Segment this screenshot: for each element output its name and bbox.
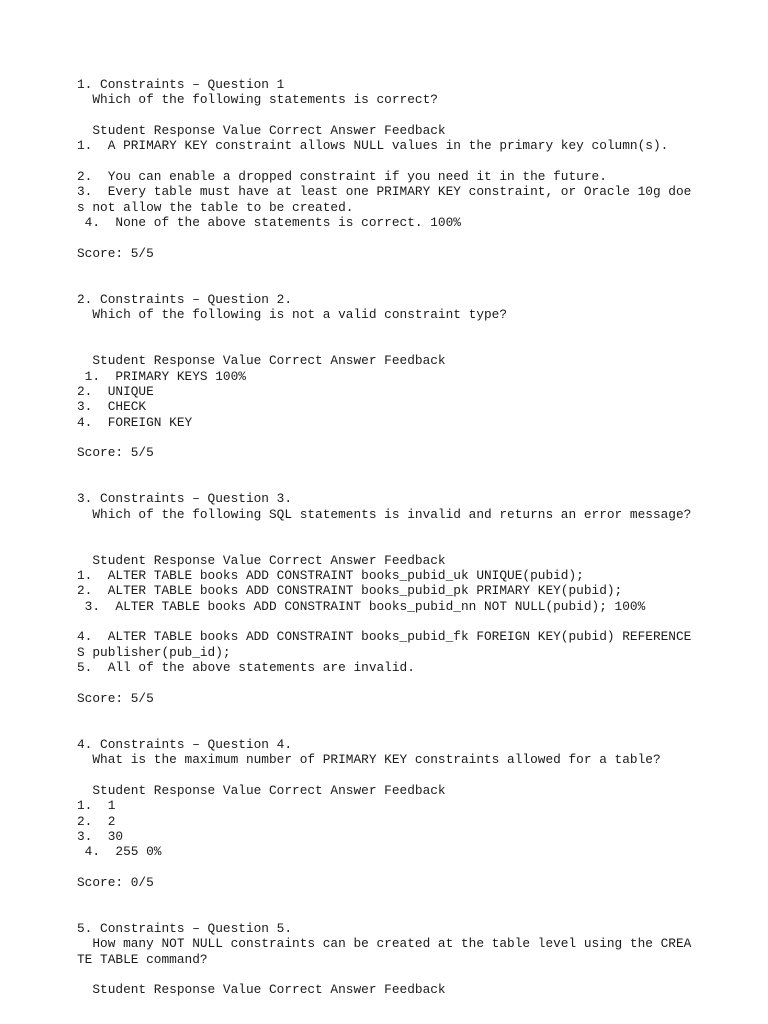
- document-line: [77, 430, 768, 445]
- document-line: Score: 5/5: [77, 445, 154, 461]
- document-line: 5. Constraints – Question 5.: [77, 920, 293, 936]
- document-line: [77, 154, 768, 169]
- document-line: [77, 890, 768, 905]
- document-line: Which of the following statements is correct?: [77, 92, 438, 108]
- document-line: [77, 261, 768, 276]
- document-line: [77, 338, 768, 353]
- document-line: 5. All of the above statements are invalid.: [77, 660, 415, 676]
- document-line: [77, 967, 768, 982]
- document-line: Score: 0/5: [77, 874, 154, 890]
- document-line: TE TABLE command?: [77, 951, 208, 967]
- document-line: What is the maximum number of PRIMARY KEY constraints allowed for a table?: [77, 752, 661, 768]
- document-line: [77, 706, 768, 721]
- document-line: 3. CHECK: [77, 399, 147, 415]
- document-line: Which of the following is not a valid constraint type?: [77, 307, 508, 323]
- document-line: [77, 767, 768, 782]
- document-line: [77, 276, 768, 291]
- document-line: 4. ALTER TABLE books ADD CONSTRAINT books_pubid_fk FOREIGN KEY(pubid) REFERENCE: [77, 629, 692, 645]
- document-line: 3. 30: [77, 828, 124, 844]
- document-line: Student Response Value Correct Answer Feedback: [77, 353, 446, 369]
- document-line: [77, 108, 768, 123]
- document-line: Student Response Value Correct Answer Feedback: [77, 123, 446, 139]
- document-line: Student Response Value Correct Answer Feedback: [77, 982, 446, 998]
- document-line: 2. 2: [77, 813, 116, 829]
- document-line: s not allow the table to be created.: [77, 199, 354, 215]
- document-line: [77, 230, 768, 245]
- document-line: 1. 1: [77, 798, 116, 814]
- document-line: [77, 721, 768, 736]
- document-line: 1. PRIMARY KEYS 100%: [77, 368, 246, 384]
- document-line: 2. ALTER TABLE books ADD CONSTRAINT books_pubid_pk PRIMARY KEY(pubid);: [77, 583, 623, 599]
- document-line: Which of the following SQL statements is invalid and returns an error message?: [77, 506, 692, 522]
- document-line: Score: 5/5: [77, 690, 154, 706]
- document-line: 1. Constraints – Question 1: [77, 77, 285, 92]
- document-line: 1. ALTER TABLE books ADD CONSTRAINT books_pubid_uk UNIQUE(pubid);: [77, 568, 584, 583]
- document-line: [77, 323, 768, 338]
- document-line: 4. Constraints – Question 4.: [77, 736, 293, 752]
- document-line: 3. ALTER TABLE books ADD CONSTRAINT books_pubid_nn NOT NULL(pubid); 100%: [77, 598, 646, 614]
- document-line: [77, 537, 768, 552]
- document-line: 1. A PRIMARY KEY constraint allows NULL values in the primary key column(s).: [77, 138, 669, 154]
- document-line: [77, 522, 768, 537]
- document-line: 4. None of the above statements is correct. 100%: [77, 215, 461, 231]
- document-line: [77, 461, 768, 476]
- document-line: Score: 5/5: [77, 245, 154, 261]
- document-line: Student Response Value Correct Answer Feedback: [77, 552, 446, 568]
- document-line: Student Response Value Correct Answer Feedback: [77, 782, 446, 798]
- document-line: [77, 614, 768, 629]
- document-line: [77, 906, 768, 921]
- document-line: How many NOT NULL constraints can be created at the table level using the CREA: [77, 936, 692, 952]
- document-line: [77, 675, 768, 690]
- document-line: 3. Constraints – Question 3.: [77, 491, 293, 507]
- document-line: S publisher(pub_id);: [77, 644, 231, 660]
- document-line: 4. 255 0%: [77, 844, 162, 860]
- document-line: 2. UNIQUE: [77, 383, 154, 399]
- document-line: 3. Every table must have at least one PRIMARY KEY constraint, or Oracle 10g doe: [77, 184, 692, 200]
- document-line: 2. You can enable a dropped constraint if you need it in the future.: [77, 169, 607, 185]
- document-line: 2. Constraints – Question 2.: [77, 291, 293, 307]
- document-line: [77, 476, 768, 491]
- document-line: [77, 860, 768, 875]
- document-line: 4. FOREIGN KEY: [77, 414, 193, 430]
